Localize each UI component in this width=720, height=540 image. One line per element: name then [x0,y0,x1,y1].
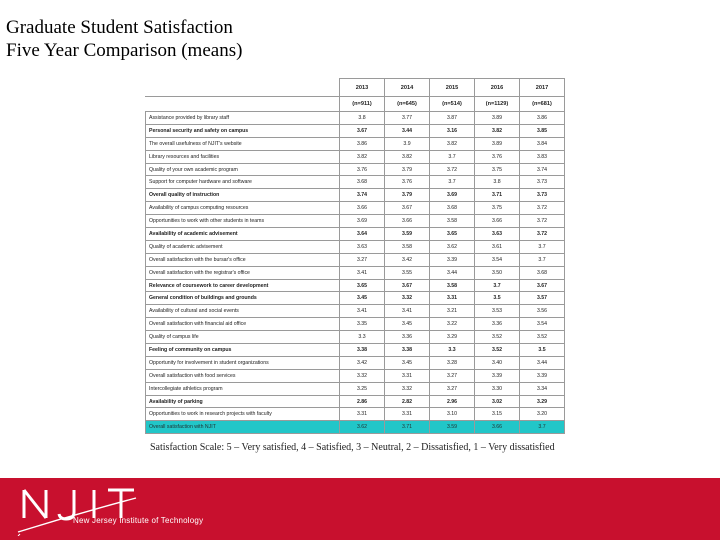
row-label: Assistance provided by library staff [146,112,340,125]
mean-value-cell: 3.38 [340,344,385,357]
mean-value-cell: 3.58 [430,279,475,292]
year-header: 2013 [340,79,385,97]
mean-value-cell: 3.02 [475,395,520,408]
mean-value-cell: 3.5 [475,292,520,305]
mean-value-cell: 3.76 [385,176,430,189]
mean-value-cell: 3.22 [430,318,475,331]
mean-value-cell: 3.15 [475,408,520,421]
mean-value-cell: 3.68 [340,176,385,189]
year-header: 2014 [385,79,430,97]
mean-value-cell: 2.86 [340,395,385,408]
mean-value-cell: 3.36 [385,331,430,344]
row-label: Overall satisfaction with the bursar's office [146,253,340,266]
mean-value-cell: 3.20 [520,408,565,421]
table-row [146,356,565,369]
mean-value-cell: 3.45 [385,356,430,369]
mean-value-cell: 3.28 [430,356,475,369]
table-row [146,228,565,241]
mean-value-cell: 3.67 [385,202,430,215]
table-row [146,150,565,163]
mean-value-cell: 3.7 [475,279,520,292]
row-label: Quality of academic advisement [146,240,340,253]
year-header: 2017 [520,79,565,97]
mean-value-cell: 3.63 [340,240,385,253]
mean-value-cell: 3.44 [520,356,565,369]
mean-value-cell: 3.72 [520,215,565,228]
count-header: (n=911) [340,97,385,112]
mean-value-cell: 3.40 [475,356,520,369]
mean-value-cell: 3.86 [520,112,565,125]
mean-value-cell: 3.61 [475,240,520,253]
mean-value-cell: 3.73 [520,176,565,189]
count-header: (n=514) [430,97,475,112]
mean-value-cell: 3.68 [520,266,565,279]
mean-value-cell: 3.16 [430,124,475,137]
mean-value-cell: 3.59 [385,228,430,241]
year-header-row [146,79,565,97]
table-row [146,266,565,279]
mean-value-cell: 3.31 [385,408,430,421]
mean-value-cell: 3.50 [475,266,520,279]
row-label: The overall usefulness of NJIT's website [146,137,340,150]
row-label: Opportunities to work in research projects with faculty [146,408,340,421]
table-row [146,395,565,408]
row-label: Quality of campus life [146,331,340,344]
mean-value-cell: 3.66 [475,421,520,434]
mean-value-cell: 3.82 [430,137,475,150]
table-row [146,344,565,357]
mean-value-cell: 3.31 [385,369,430,382]
mean-value-cell: 3.72 [520,228,565,241]
row-label: Intercollegiate athletics program [146,382,340,395]
mean-value-cell: 3.32 [340,369,385,382]
table-row [146,292,565,305]
title-line-2: Five Year Comparison (means) [6,40,243,61]
slide-title [6,16,242,62]
table-row [146,163,565,176]
mean-value-cell: 3.86 [340,137,385,150]
row-label: Overall satisfaction with financial aid office [146,318,340,331]
mean-value-cell: 3.77 [385,112,430,125]
mean-value-cell: 3.69 [340,215,385,228]
mean-value-cell: 3.7 [520,253,565,266]
mean-value-cell: 3.31 [340,408,385,421]
row-label: Relevance of coursework to career development [146,279,340,292]
mean-value-cell: 3.53 [475,305,520,318]
mean-value-cell: 3.41 [340,305,385,318]
mean-value-cell: 3.79 [385,163,430,176]
mean-value-cell: 3.32 [385,292,430,305]
table-row [146,240,565,253]
row-label: Overall satisfaction with NJIT [146,421,340,434]
mean-value-cell: 3.29 [430,331,475,344]
mean-value-cell: 3.87 [430,112,475,125]
mean-value-cell: 3.67 [340,124,385,137]
mean-value-cell: 3.3 [430,344,475,357]
mean-value-cell: 3.59 [430,421,475,434]
mean-value-cell: 3.82 [475,124,520,137]
row-label: Opportunities to work with other students in teams [146,215,340,228]
mean-value-cell: 3.45 [385,318,430,331]
mean-value-cell: 3.42 [385,253,430,266]
footer-band [0,478,720,540]
mean-value-cell: 3.21 [430,305,475,318]
row-label: Support for computer hardware and software [146,176,340,189]
mean-value-cell: 3.68 [430,202,475,215]
table-body [146,112,565,434]
logo-caption: New Jersey Institute of Technology [73,516,204,525]
count-header: (n=681) [520,97,565,112]
table-row [146,305,565,318]
mean-value-cell: 3.8 [475,176,520,189]
mean-value-cell: 3.9 [385,137,430,150]
table-row [146,112,565,125]
count-header: (n=1129) [475,97,520,112]
header-corner [146,97,340,112]
mean-value-cell: 3.75 [475,202,520,215]
mean-value-cell: 3.41 [340,266,385,279]
mean-value-cell: 3.29 [520,395,565,408]
mean-value-cell: 3.82 [385,150,430,163]
mean-value-cell: 3.73 [520,189,565,202]
mean-value-cell: 3.66 [340,202,385,215]
row-label: Overall satisfaction with food services [146,369,340,382]
mean-value-cell: 3.75 [475,163,520,176]
table-row [146,408,565,421]
mean-value-cell: 3.72 [430,163,475,176]
mean-value-cell: 3.38 [385,344,430,357]
mean-value-cell: 3.76 [475,150,520,163]
row-label: Availability of parking [146,395,340,408]
mean-value-cell: 3.76 [340,163,385,176]
mean-value-cell: 2.82 [385,395,430,408]
mean-value-cell: 3.71 [475,189,520,202]
mean-value-cell: 3.89 [475,112,520,125]
njit-logo [16,484,226,536]
mean-value-cell: 3.42 [340,356,385,369]
mean-value-cell: 3.74 [520,163,565,176]
count-header-row [146,97,565,112]
table-row [146,382,565,395]
table-row [146,369,565,382]
row-label: Library resources and facilities [146,150,340,163]
mean-value-cell: 3.85 [520,124,565,137]
mean-value-cell: 3.65 [340,279,385,292]
mean-value-cell: 3.67 [385,279,430,292]
mean-value-cell: 3.74 [340,189,385,202]
mean-value-cell: 3.7 [430,150,475,163]
mean-value-cell: 3.52 [475,344,520,357]
mean-value-cell: 3.10 [430,408,475,421]
year-header: 2016 [475,79,520,97]
title-line-1: Graduate Student Satisfaction [6,17,233,38]
row-label: Feeling of community on campus [146,344,340,357]
mean-value-cell: 3.30 [475,382,520,395]
mean-value-cell: 3.32 [385,382,430,395]
mean-value-cell: 3.62 [430,240,475,253]
table-row [146,279,565,292]
row-label: Availability of campus computing resources [146,202,340,215]
table-row [146,137,565,150]
table-row [146,215,565,228]
satisfaction-table-container [145,78,564,438]
mean-value-cell: 3.56 [520,305,565,318]
mean-value-cell: 3.79 [385,189,430,202]
mean-value-cell: 3.54 [475,253,520,266]
row-label: Personal security and safety on campus [146,124,340,137]
year-header: 2015 [430,79,475,97]
mean-value-cell: 3.27 [340,253,385,266]
mean-value-cell: 3.67 [520,279,565,292]
mean-value-cell: 3.44 [430,266,475,279]
mean-value-cell: 3.7 [430,176,475,189]
mean-value-cell: 3.83 [520,150,565,163]
mean-value-cell: 3.27 [430,382,475,395]
mean-value-cell: 3.63 [475,228,520,241]
table-row [146,124,565,137]
mean-value-cell: 3.45 [340,292,385,305]
satisfaction-table [145,78,565,434]
mean-value-cell: 3.39 [430,253,475,266]
mean-value-cell: 3.7 [520,240,565,253]
table-row [146,331,565,344]
table-row [146,253,565,266]
mean-value-cell: 3.39 [520,369,565,382]
mean-value-cell: 3.3 [340,331,385,344]
mean-value-cell: 3.84 [520,137,565,150]
mean-value-cell: 3.54 [520,318,565,331]
table-row [146,176,565,189]
mean-value-cell: 3.41 [385,305,430,318]
mean-value-cell: 3.5 [520,344,565,357]
mean-value-cell: 2.96 [430,395,475,408]
row-label: Overall satisfaction with the registrar's office [146,266,340,279]
mean-value-cell: 3.8 [340,112,385,125]
mean-value-cell: 3.52 [475,331,520,344]
mean-value-cell: 3.35 [340,318,385,331]
satisfaction-scale-note: Satisfaction Scale: 5 – Very satisfied, 4 – Satisfied, 3 – Neutral, 2 – Dissatisfied, 1 – Very dissatisfied [150,442,555,453]
mean-value-cell: 3.89 [475,137,520,150]
mean-value-cell: 3.69 [430,189,475,202]
mean-value-cell: 3.25 [340,382,385,395]
table-row [146,318,565,331]
mean-value-cell: 3.64 [340,228,385,241]
mean-value-cell: 3.58 [430,215,475,228]
mean-value-cell: 3.36 [475,318,520,331]
mean-value-cell: 3.57 [520,292,565,305]
table-row [146,189,565,202]
mean-value-cell: 3.58 [385,240,430,253]
mean-value-cell: 3.82 [340,150,385,163]
row-label: General condition of buildings and grounds [146,292,340,305]
mean-value-cell: 3.71 [385,421,430,434]
mean-value-cell: 3.65 [430,228,475,241]
row-label: Availability of cultural and social events [146,305,340,318]
row-label: Opportunity for involvement in student organizations [146,356,340,369]
mean-value-cell: 3.34 [520,382,565,395]
mean-value-cell: 3.62 [340,421,385,434]
mean-value-cell: 3.27 [430,369,475,382]
mean-value-cell: 3.66 [385,215,430,228]
row-label: Overall quality of instruction [146,189,340,202]
row-label: Availability of academic advisement [146,228,340,241]
count-header: (n=645) [385,97,430,112]
mean-value-cell: 3.66 [475,215,520,228]
mean-value-cell: 3.39 [475,369,520,382]
table-row [146,421,565,434]
mean-value-cell: 3.44 [385,124,430,137]
row-label: Quality of your own academic program [146,163,340,176]
table-row [146,202,565,215]
mean-value-cell: 3.55 [385,266,430,279]
mean-value-cell: 3.31 [430,292,475,305]
mean-value-cell: 3.52 [520,331,565,344]
mean-value-cell: 3.7 [520,421,565,434]
header-corner [146,79,340,97]
mean-value-cell: 3.72 [520,202,565,215]
